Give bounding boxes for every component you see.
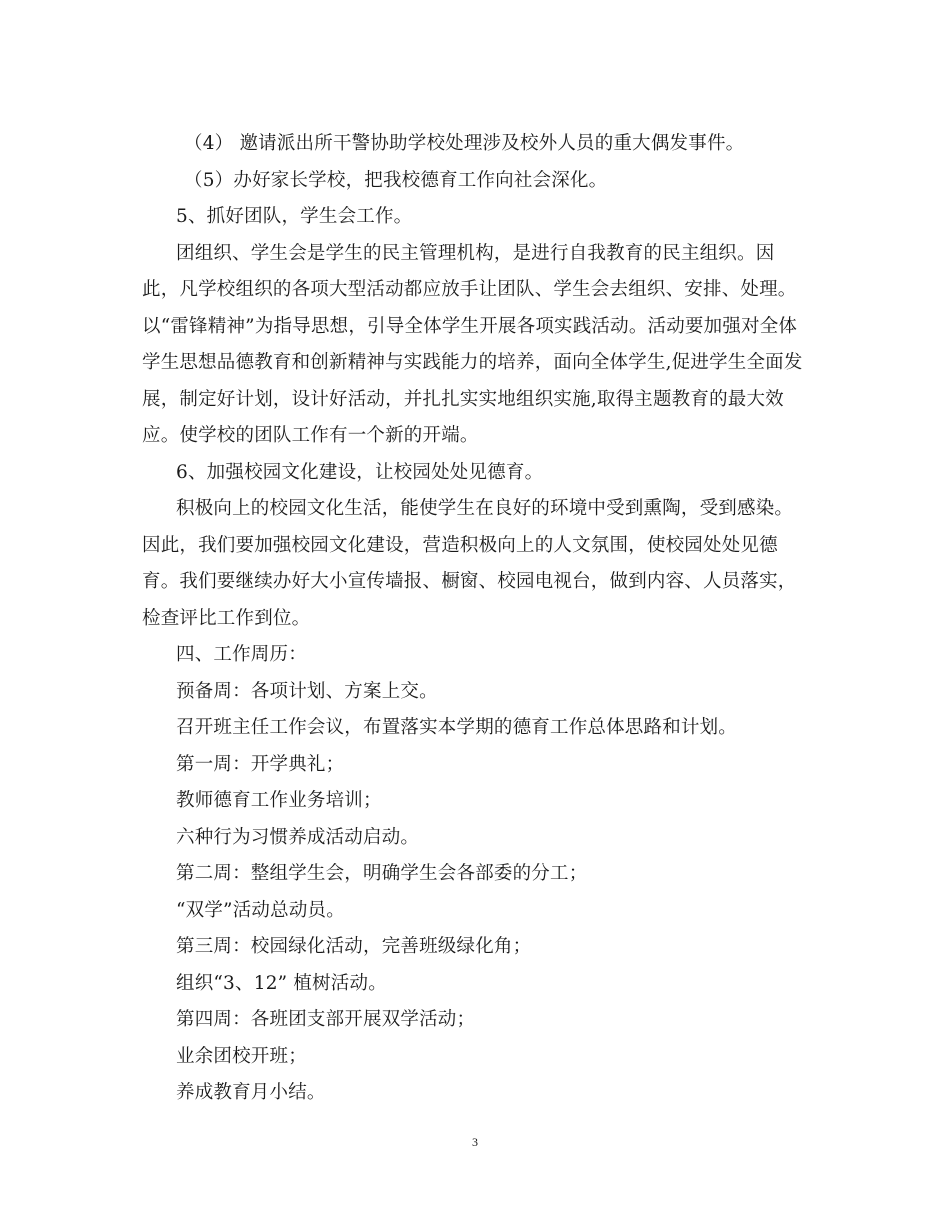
- calendar-item: 预备周：各项计划、方案上交。: [176, 680, 438, 702]
- list-item-5: （5）办好家长学校，把我校德育工作向社会深化。: [184, 169, 608, 191]
- calendar-item: 第四周：各班团支部开展双学活动；: [176, 1009, 476, 1030]
- calendar-item: “双学”活动总动员。: [176, 899, 345, 921]
- section-heading-team: 5、抓好团队，学生会工作。: [176, 206, 413, 227]
- paragraph-line: 以“雷锋精神”为指导思想，引导全体学生开展各项实践活动。活动要加强对全体: [142, 315, 798, 337]
- calendar-item: 第一周：开学典礼；: [176, 753, 345, 775]
- calendar-heading: 四、工作周历：: [176, 644, 307, 665]
- calendar-item: 组织“3、12” 植树活动。: [176, 972, 387, 994]
- page-number: 3: [472, 1135, 478, 1149]
- paragraph-line: 此，凡学校组织的各项大型活动都应放手让团队、学生会去组织、安排、处理。: [142, 279, 797, 300]
- paragraph-team: [142, 236, 812, 455]
- paragraph-line: 应。使学校的团队工作有一个新的开端。: [142, 425, 479, 446]
- paragraph-line: 团组织、学生会是学生的民主管理机构，是进行自我教育的民主组织。因: [176, 242, 775, 264]
- work-calendar: [142, 637, 812, 1112]
- paragraph-line: 检查评比工作到位。: [142, 607, 311, 629]
- paragraph-line: 积极向上的校园文化生活，能使学生在良好的环境中受到熏陶，受到感染。: [176, 498, 794, 519]
- document-body: [142, 126, 812, 1112]
- calendar-item: 第三周：校园绿化活动，完善班级绿化角；: [176, 936, 532, 957]
- calendar-item: 养成教育月小结。: [176, 1082, 326, 1103]
- paragraph-line: 学生思想品德教育和创新精神与实践能力的培养，面向全体学生,促进学生全面发: [142, 352, 803, 373]
- paragraph-line: 因此，我们要加强校园文化建设，营造积极向上的人文氛围，使校园处处见德: [142, 534, 778, 556]
- paragraph-culture: [142, 491, 812, 637]
- calendar-item: 第二周：整组学生会，明确学生会各部委的分工；: [176, 863, 588, 884]
- paragraph-line: 育。我们要继续办好大小宣传墙报、橱窗、校园电视台，做到内容、人员落实，: [142, 571, 797, 592]
- paragraph-line: 展，制定好计划，设计好活动，并扎扎实实地组织实施,取得主题教育的最大效: [142, 388, 784, 410]
- calendar-item: 教师德育工作业务培训；: [176, 790, 382, 811]
- section-heading-culture: 6、加强校园文化建设，让校园处处见德育。: [176, 461, 544, 483]
- list-item-4: （4） 邀请派出所干警协助学校处理涉及校外人员的重大偶发事件。: [184, 133, 745, 154]
- calendar-item: 业余团校开班；: [176, 1045, 307, 1067]
- calendar-item: 召开班主任工作会议，布置落实本学期的德育工作总体思路和计划。: [176, 717, 738, 738]
- calendar-item: 六种行为习惯养成活动启动。: [176, 826, 420, 848]
